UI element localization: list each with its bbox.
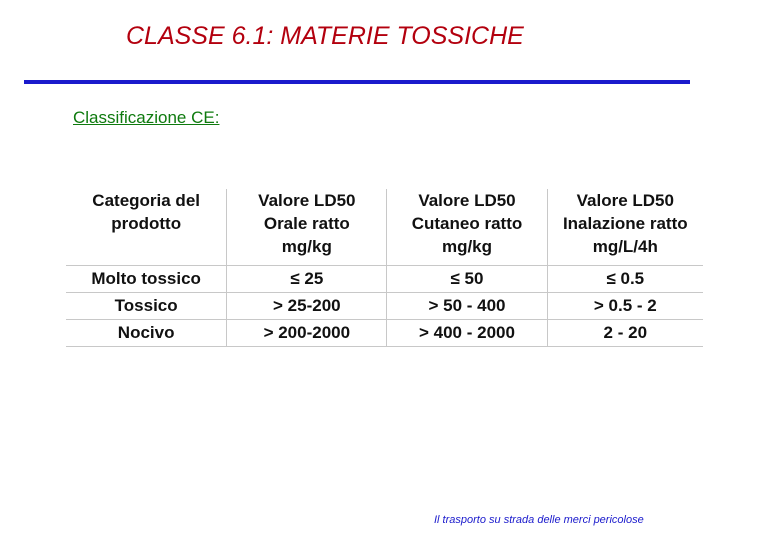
page-title: CLASSE 6.1: MATERIE TOSSICHE — [126, 22, 524, 50]
header-line: mg/kg — [441, 237, 493, 256]
header-line: mg/L/4h — [592, 237, 658, 256]
table-row — [66, 320, 703, 347]
column-header-oral — [227, 189, 387, 266]
table-header-row — [66, 189, 703, 266]
table-cell: ≤ 25 — [227, 266, 387, 293]
header-line: mg/kg — [281, 237, 332, 256]
header-line: Categoria del — [92, 191, 200, 210]
table-cell: > 200-2000 — [227, 320, 387, 347]
toxicity-table — [66, 189, 703, 347]
table-cell-category: Tossico — [66, 293, 227, 320]
table-cell: > 0.5 - 2 — [547, 293, 703, 320]
table-cell-category: Molto tossico — [66, 266, 227, 293]
footer-caption: Il trasporto su strada delle merci pericolose — [434, 514, 644, 526]
header-line: Valore LD50 — [576, 191, 674, 210]
table-cell: > 50 - 400 — [387, 293, 547, 320]
table-cell: > 25-200 — [227, 293, 387, 320]
column-header-dermal — [387, 189, 547, 266]
table-cell: ≤ 0.5 — [547, 266, 703, 293]
table-cell-category: Nocivo — [66, 320, 227, 347]
table-cell: > 400 - 2000 — [387, 320, 547, 347]
title-divider — [24, 80, 690, 84]
table-cell: 2 - 20 — [547, 320, 703, 347]
header-line: Valore LD50 — [258, 191, 356, 210]
header-line: prodotto — [111, 214, 182, 233]
header-line: Cutaneo ratto — [411, 214, 523, 233]
header-line: Valore LD50 — [418, 191, 516, 210]
table-row — [66, 266, 703, 293]
table-row — [66, 293, 703, 320]
table-cell: ≤ 50 — [387, 266, 547, 293]
header-line: Orale ratto — [263, 214, 350, 233]
header-line: Inalazione ratto — [562, 214, 688, 233]
column-header-category — [66, 189, 227, 266]
section-subtitle: Classificazione CE: — [73, 108, 220, 127]
column-header-inhalation — [547, 189, 703, 266]
